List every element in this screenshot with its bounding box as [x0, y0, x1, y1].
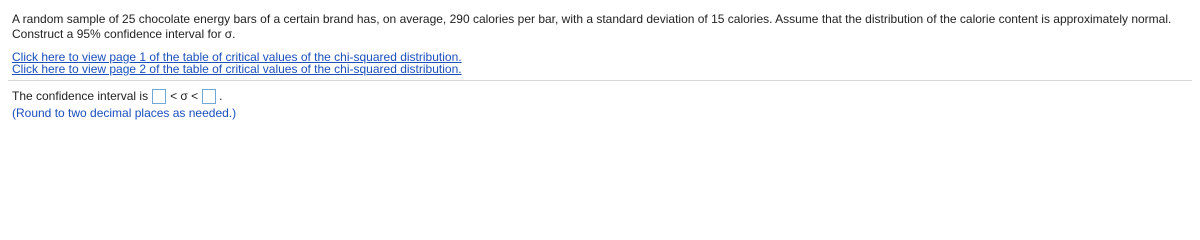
chi-squared-table-links — [12, 51, 462, 75]
confidence-interval-row — [12, 88, 223, 104]
confidence-interval-label: The confidence interval is — [12, 89, 149, 103]
rounding-instruction: (Round to two decimal places as needed.) — [12, 106, 237, 120]
lower-bound-input[interactable] — [152, 89, 166, 104]
question-text: A random sample of 25 chocolate energy bars of a certain brand has, on average, 290 calories per bar, with a standard deviation of 15 calories. Assume that the distribution of the calorie content is approximately normal. Construct a 95% confidence interval for σ. — [12, 12, 1172, 41]
section-divider — [8, 80, 1192, 81]
upper-bound-input[interactable] — [202, 89, 216, 104]
sigma-inequality: < σ < — [170, 89, 199, 103]
sentence-period: . — [219, 89, 223, 103]
chi-squared-table-page-2-link[interactable]: Click here to view page 2 of the table of critical values of the chi-squared distribution. — [12, 62, 462, 76]
chi-squared-table-page-1-link[interactable]: Click here to view page 1 of the table of critical values of the chi-squared distribution. — [12, 50, 462, 64]
